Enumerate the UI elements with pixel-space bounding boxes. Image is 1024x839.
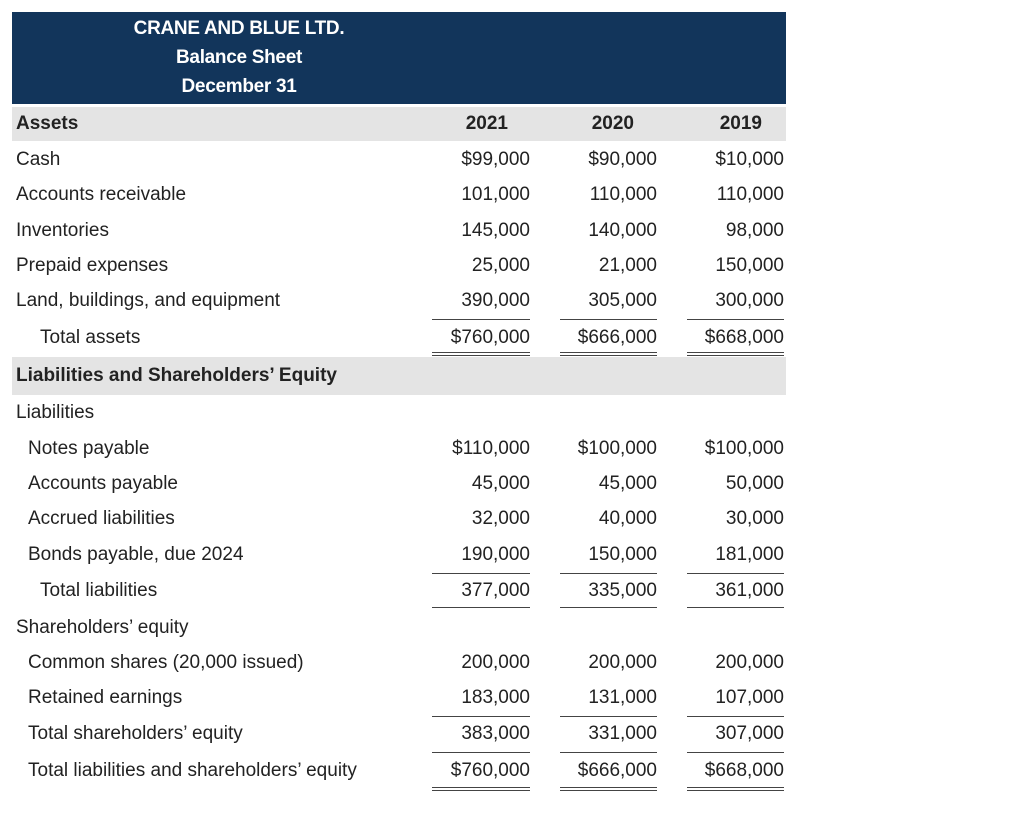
value-2020: $666,000 [577,327,657,348]
total-double-rule [687,352,784,356]
column-header-row [0,107,1024,141]
value-2019: 30,000 [725,508,784,529]
equity-heading: Shareholders’ equity [16,617,189,638]
value-2021: 377,000 [461,580,530,601]
row-label: Accrued liabilities [28,508,175,529]
table-row [0,502,1024,536]
value-2021: 183,000 [461,687,530,708]
value-2020: 335,000 [588,580,657,601]
row-label: Notes payable [28,438,150,459]
value-2021: $99,000 [461,149,530,170]
value-2020: $100,000 [577,438,657,459]
section-heading-row [0,611,1024,645]
total-double-rule [560,352,657,356]
table-row [0,249,1024,283]
statement-title: Balance Sheet [176,47,302,68]
value-2021: 25,000 [471,255,530,276]
table-row [0,646,1024,680]
value-2019: 110,000 [716,184,784,205]
value-2019: 98,000 [725,220,784,241]
subtotal-rule [432,319,530,320]
value-2019: 150,000 [715,255,784,276]
value-2020: 200,000 [588,652,657,673]
table-row [0,214,1024,248]
column-2020: 2020 [591,113,634,134]
total-row [0,321,1024,355]
value-2021: 101,000 [461,184,530,205]
value-2020: $90,000 [588,149,657,170]
value-2021: 145,000 [461,220,530,241]
company-name: CRANE AND BLUE LTD. [133,18,345,39]
value-2020: 110,000 [589,184,657,205]
value-2019: 200,000 [715,652,784,673]
total-double-rule [432,787,530,791]
value-2021: $760,000 [450,760,530,781]
subtotal-rule [687,319,784,320]
row-label: Land, buildings, and equipment [16,290,281,311]
row-label: Accounts payable [28,473,178,494]
row-label: Bonds payable, due 2024 [28,544,244,565]
value-2019: 50,000 [725,473,784,494]
subtotal-rule [687,607,784,608]
table-row [0,681,1024,715]
value-2020: $666,000 [577,760,657,781]
liab-equity-heading: Liabilities and Shareholders’ Equity [16,365,337,386]
row-label: Cash [16,149,61,170]
row-label: Total liabilities and shareholders’ equity [28,760,357,781]
value-2020: 40,000 [598,508,657,529]
value-2020: 150,000 [588,544,657,565]
subtotal-rule [432,752,530,753]
value-2020: 140,000 [588,220,657,241]
value-2020: 305,000 [588,290,657,311]
subtotal-rule [432,607,530,608]
assets-heading: Assets [16,113,79,134]
value-2020: 45,000 [598,473,657,494]
row-label: Accounts receivable [16,184,187,205]
value-2021: $760,000 [450,327,530,348]
row-label: Total shareholders’ equity [28,723,243,744]
value-2020: 21,000 [598,255,657,276]
value-2019: 181,000 [715,544,784,565]
row-label: Total assets [40,327,141,348]
row-label: Inventories [16,220,109,241]
value-2019: $10,000 [715,149,784,170]
row-label: Retained earnings [28,687,183,708]
value-2021: 200,000 [461,652,530,673]
statement-header [12,12,786,104]
value-2019: $668,000 [704,760,784,781]
value-2021: 383,000 [461,723,530,744]
table-row [0,284,1024,318]
liabilities-heading: Liabilities [16,402,95,423]
total-double-rule [560,787,657,791]
value-2021: 32,000 [471,508,530,529]
value-2020: 331,000 [588,723,657,744]
section-heading-row [0,359,1024,393]
table-row [0,143,1024,177]
table-row [0,178,1024,212]
statement-date: December 31 [181,76,297,97]
total-double-rule [687,787,784,791]
value-2019: 361,000 [715,580,784,601]
value-2021: 390,000 [461,290,530,311]
column-2019: 2019 [719,113,762,134]
row-label: Prepaid expenses [16,255,169,276]
subtotal-rule [560,319,657,320]
value-2021: 190,000 [461,544,530,565]
value-2021: $110,000 [452,438,530,459]
value-2019: 300,000 [715,290,784,311]
section-heading-row [0,396,1024,430]
subtotal-rule [560,607,657,608]
value-2021: 45,000 [471,473,530,494]
value-2019: 107,000 [715,687,784,708]
total-row [0,717,1024,751]
table-row [0,538,1024,572]
subtotal-rule [560,752,657,753]
value-2019: 307,000 [715,723,784,744]
total-double-rule [432,352,530,356]
table-row [0,432,1024,466]
row-label: Common shares (20,000 issued) [28,652,304,673]
column-2021: 2021 [465,113,508,134]
total-row [0,574,1024,608]
subtotal-rule [687,752,784,753]
row-label: Total liabilities [40,580,158,601]
grand-total-row [0,754,1024,788]
table-row [0,467,1024,501]
value-2020: 131,000 [588,687,657,708]
value-2019: $668,000 [704,327,784,348]
value-2019: $100,000 [704,438,784,459]
